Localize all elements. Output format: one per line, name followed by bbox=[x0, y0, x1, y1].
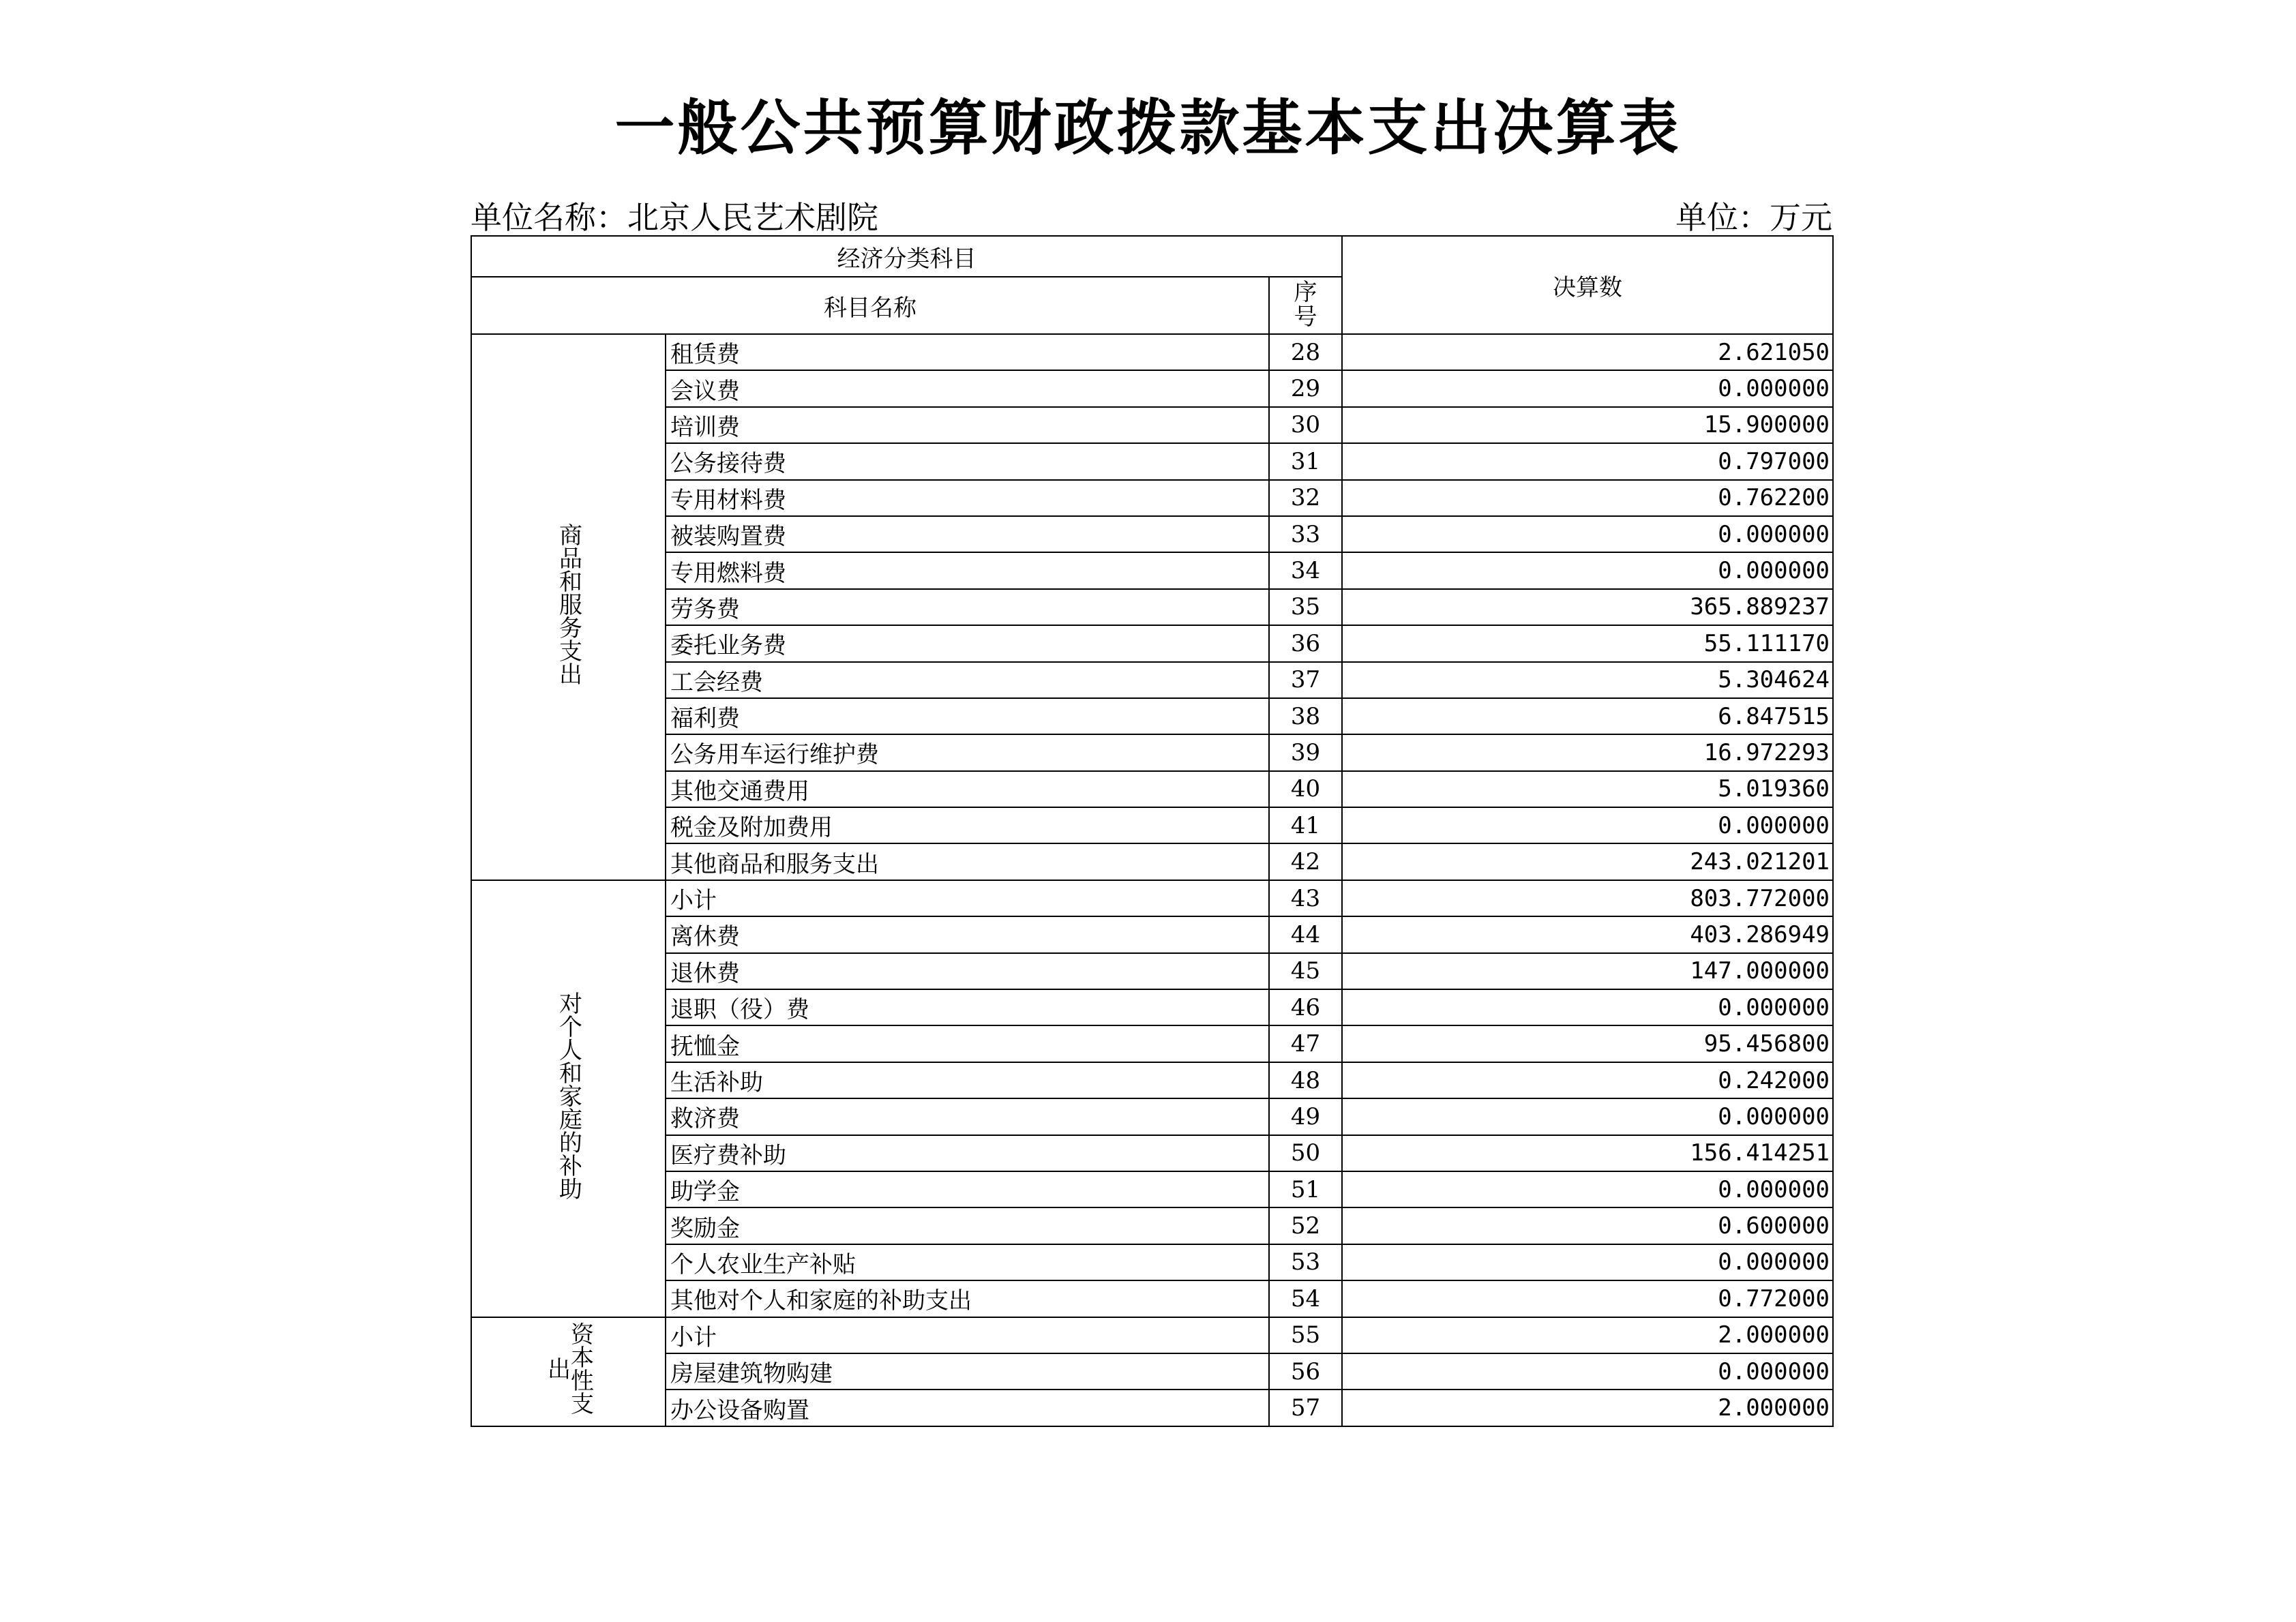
amount-cell: 243.021201 bbox=[1342, 843, 1833, 880]
amount-cell: 147.000000 bbox=[1342, 953, 1833, 989]
subject-name-cell: 税金及附加费用 bbox=[666, 807, 1269, 843]
category-capital bbox=[471, 1317, 666, 1426]
seq-cell: 28 bbox=[1269, 334, 1342, 370]
seq-cell: 53 bbox=[1269, 1244, 1342, 1280]
table-row bbox=[471, 1317, 1833, 1353]
seq-cell: 31 bbox=[1269, 443, 1342, 479]
seq-cell: 41 bbox=[1269, 807, 1342, 843]
subject-name-cell: 奖励金 bbox=[666, 1207, 1269, 1244]
amount-header: 决算数 bbox=[1342, 236, 1833, 334]
table-row bbox=[471, 989, 1833, 1025]
table-row bbox=[471, 1135, 1833, 1171]
seq-cell: 34 bbox=[1269, 552, 1342, 588]
seq-cell: 51 bbox=[1269, 1171, 1342, 1207]
econ-class-header: 经济分类科目 bbox=[471, 236, 1342, 277]
table-row bbox=[471, 407, 1833, 443]
subject-name-cell: 小计 bbox=[666, 880, 1269, 916]
subject-name-cell: 其他交通费用 bbox=[666, 771, 1269, 807]
amount-cell: 0.000000 bbox=[1342, 1244, 1833, 1280]
budget-table bbox=[471, 235, 1834, 1427]
seq-cell: 40 bbox=[1269, 771, 1342, 807]
unit-label: 单位：万元 bbox=[1675, 199, 1832, 236]
subject-name-cell: 医疗费补助 bbox=[666, 1135, 1269, 1171]
category-label: 商品和服务支出 bbox=[554, 522, 582, 685]
table-row bbox=[471, 1207, 1833, 1244]
subject-name-cell: 公务接待费 bbox=[666, 443, 1269, 479]
subject-name-cell: 工会经费 bbox=[666, 662, 1269, 698]
seq-cell: 46 bbox=[1269, 989, 1342, 1025]
amount-cell: 15.900000 bbox=[1342, 407, 1833, 443]
amount-cell: 0.797000 bbox=[1342, 443, 1833, 479]
seq-cell: 42 bbox=[1269, 843, 1342, 880]
subject-name-cell: 租赁费 bbox=[666, 334, 1269, 370]
subject-name-cell: 被装购置费 bbox=[666, 516, 1269, 552]
subject-name-cell: 其他对个人和家庭的补助支出 bbox=[666, 1280, 1269, 1317]
table-row bbox=[471, 1025, 1833, 1062]
subject-name-cell: 会议费 bbox=[666, 370, 1269, 406]
subject-name-cell: 生活补助 bbox=[666, 1062, 1269, 1098]
seq-cell: 45 bbox=[1269, 953, 1342, 989]
subject-name-cell: 公务用车运行维护费 bbox=[666, 734, 1269, 770]
seq-cell: 33 bbox=[1269, 516, 1342, 552]
amount-cell: 403.286949 bbox=[1342, 916, 1833, 952]
seq-cell: 52 bbox=[1269, 1207, 1342, 1244]
seq-cell: 57 bbox=[1269, 1390, 1342, 1426]
amount-cell: 16.972293 bbox=[1342, 734, 1833, 770]
seq-cell: 43 bbox=[1269, 880, 1342, 916]
amount-cell: 156.414251 bbox=[1342, 1135, 1833, 1171]
amount-cell: 0.000000 bbox=[1342, 989, 1833, 1025]
category-label: 对个人和家庭的补助 bbox=[554, 991, 582, 1200]
subject-name-cell: 培训费 bbox=[666, 407, 1269, 443]
category-personal-family bbox=[471, 880, 666, 1317]
page-title: 一般公共预算财政拨款基本支出决算表 bbox=[614, 93, 1682, 163]
seq-cell: 30 bbox=[1269, 407, 1342, 443]
seq-cell: 50 bbox=[1269, 1135, 1342, 1171]
amount-cell: 5.019360 bbox=[1342, 771, 1833, 807]
subject-name-cell: 专用燃料费 bbox=[666, 552, 1269, 588]
seq-cell: 54 bbox=[1269, 1280, 1342, 1317]
subject-name-cell: 个人农业生产补贴 bbox=[666, 1244, 1269, 1280]
seq-cell: 35 bbox=[1269, 589, 1342, 625]
table-row bbox=[471, 771, 1833, 807]
table-row bbox=[471, 734, 1833, 770]
subject-name-header: 科目名称 bbox=[471, 277, 1269, 334]
subject-name-cell: 小计 bbox=[666, 1317, 1269, 1353]
table-row bbox=[471, 1062, 1833, 1098]
amount-cell: 2.000000 bbox=[1342, 1317, 1833, 1353]
seq-cell: 39 bbox=[1269, 734, 1342, 770]
table-row bbox=[471, 662, 1833, 698]
subject-name-cell: 救济费 bbox=[666, 1098, 1269, 1135]
seq-cell: 56 bbox=[1269, 1353, 1342, 1390]
seq-cell: 38 bbox=[1269, 698, 1342, 734]
amount-cell: 0.600000 bbox=[1342, 1207, 1833, 1244]
table-row bbox=[471, 953, 1833, 989]
seq-cell: 29 bbox=[1269, 370, 1342, 406]
seq-header-label: 序 号 bbox=[1294, 279, 1317, 331]
seq-cell: 36 bbox=[1269, 625, 1342, 661]
subject-name-cell: 退休费 bbox=[666, 953, 1269, 989]
amount-cell: 0.000000 bbox=[1342, 1098, 1833, 1135]
amount-cell: 6.847515 bbox=[1342, 698, 1833, 734]
seq-header bbox=[1269, 277, 1342, 334]
amount-cell: 0.762200 bbox=[1342, 480, 1833, 516]
category-label: 资本性支出 bbox=[543, 1322, 594, 1415]
table-row bbox=[471, 1390, 1833, 1426]
table-row bbox=[471, 916, 1833, 952]
table-row bbox=[471, 443, 1833, 479]
table-row bbox=[471, 807, 1833, 843]
seq-cell: 49 bbox=[1269, 1098, 1342, 1135]
seq-cell: 47 bbox=[1269, 1025, 1342, 1062]
amount-cell: 365.889237 bbox=[1342, 589, 1833, 625]
table-row bbox=[471, 1280, 1833, 1317]
subject-name-cell: 其他商品和服务支出 bbox=[666, 843, 1269, 880]
unit-name-label: 单位名称：北京人民艺术剧院 bbox=[471, 199, 878, 236]
table-row bbox=[471, 880, 1833, 916]
table-row bbox=[471, 1171, 1833, 1207]
amount-cell: 0.000000 bbox=[1342, 552, 1833, 588]
subject-name-cell: 退职（役）费 bbox=[666, 989, 1269, 1025]
seq-cell: 37 bbox=[1269, 662, 1342, 698]
table-row bbox=[471, 1244, 1833, 1280]
category-goods-services bbox=[471, 334, 666, 880]
amount-cell: 0.000000 bbox=[1342, 1171, 1833, 1207]
subject-name-cell: 办公设备购置 bbox=[666, 1390, 1269, 1426]
table-row bbox=[471, 334, 1833, 370]
table-row bbox=[471, 1353, 1833, 1390]
amount-cell: 803.772000 bbox=[1342, 880, 1833, 916]
amount-cell: 2.621050 bbox=[1342, 334, 1833, 370]
table-row bbox=[471, 698, 1833, 734]
amount-cell: 0.000000 bbox=[1342, 1353, 1833, 1390]
table-row bbox=[471, 370, 1833, 406]
amount-cell: 55.111170 bbox=[1342, 625, 1833, 661]
amount-cell: 5.304624 bbox=[1342, 662, 1833, 698]
amount-cell: 0.000000 bbox=[1342, 370, 1833, 406]
table-row bbox=[471, 480, 1833, 516]
subject-name-cell: 劳务费 bbox=[666, 589, 1269, 625]
subject-name-cell: 离休费 bbox=[666, 916, 1269, 952]
table-row bbox=[471, 843, 1833, 880]
seq-cell: 32 bbox=[1269, 480, 1342, 516]
table-row bbox=[471, 625, 1833, 661]
amount-cell: 0.242000 bbox=[1342, 1062, 1833, 1098]
subject-name-cell: 福利费 bbox=[666, 698, 1269, 734]
subject-name-cell: 抚恤金 bbox=[666, 1025, 1269, 1062]
subject-name-cell: 委托业务费 bbox=[666, 625, 1269, 661]
amount-cell: 95.456800 bbox=[1342, 1025, 1833, 1062]
table-row bbox=[471, 516, 1833, 552]
table-row bbox=[471, 1098, 1833, 1135]
subject-name-cell: 房屋建筑物购建 bbox=[666, 1353, 1269, 1390]
table-row bbox=[471, 589, 1833, 625]
seq-cell: 55 bbox=[1269, 1317, 1342, 1353]
amount-cell: 0.772000 bbox=[1342, 1280, 1833, 1317]
subject-name-cell: 助学金 bbox=[666, 1171, 1269, 1207]
amount-cell: 0.000000 bbox=[1342, 807, 1833, 843]
seq-cell: 48 bbox=[1269, 1062, 1342, 1098]
amount-cell: 0.000000 bbox=[1342, 516, 1833, 552]
table-row bbox=[471, 552, 1833, 588]
header-row-1 bbox=[471, 236, 1833, 277]
subject-name-cell: 专用材料费 bbox=[666, 480, 1269, 516]
seq-cell: 44 bbox=[1269, 916, 1342, 952]
amount-cell: 2.000000 bbox=[1342, 1390, 1833, 1426]
